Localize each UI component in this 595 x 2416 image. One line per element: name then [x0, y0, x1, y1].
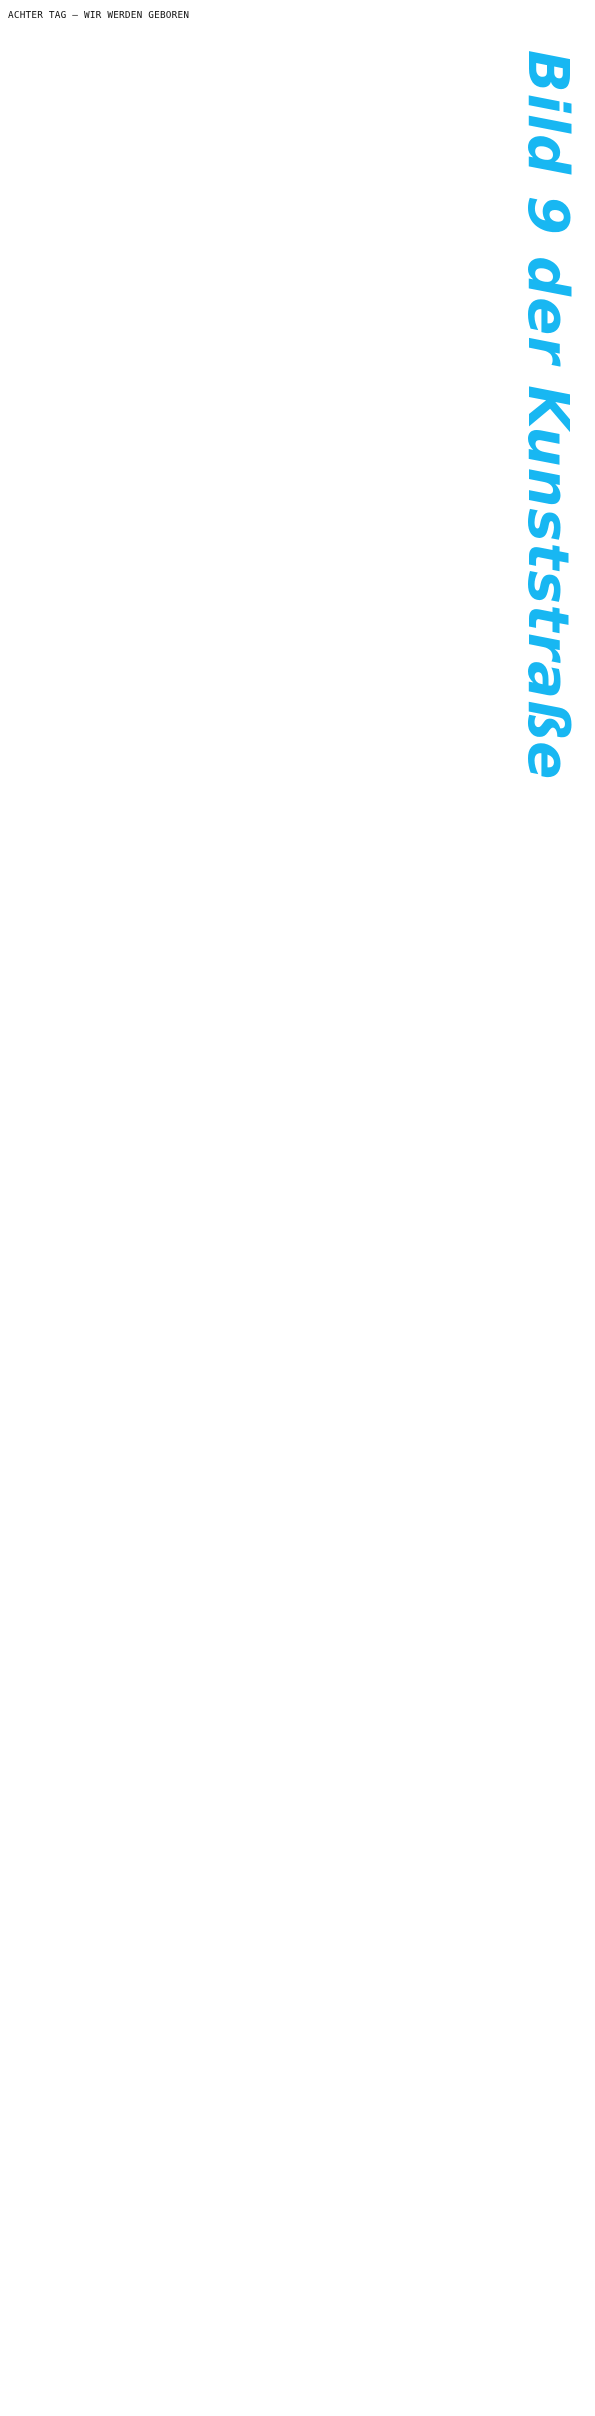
sidebar-title: [505, 50, 590, 781]
document-heading: ACHTER TAG – WIR WERDEN GEBOREN: [8, 10, 190, 21]
document-content: [8, 10, 492, 32]
sidebar-title-text: Bild 9 der Kunststraße: [515, 50, 581, 781]
